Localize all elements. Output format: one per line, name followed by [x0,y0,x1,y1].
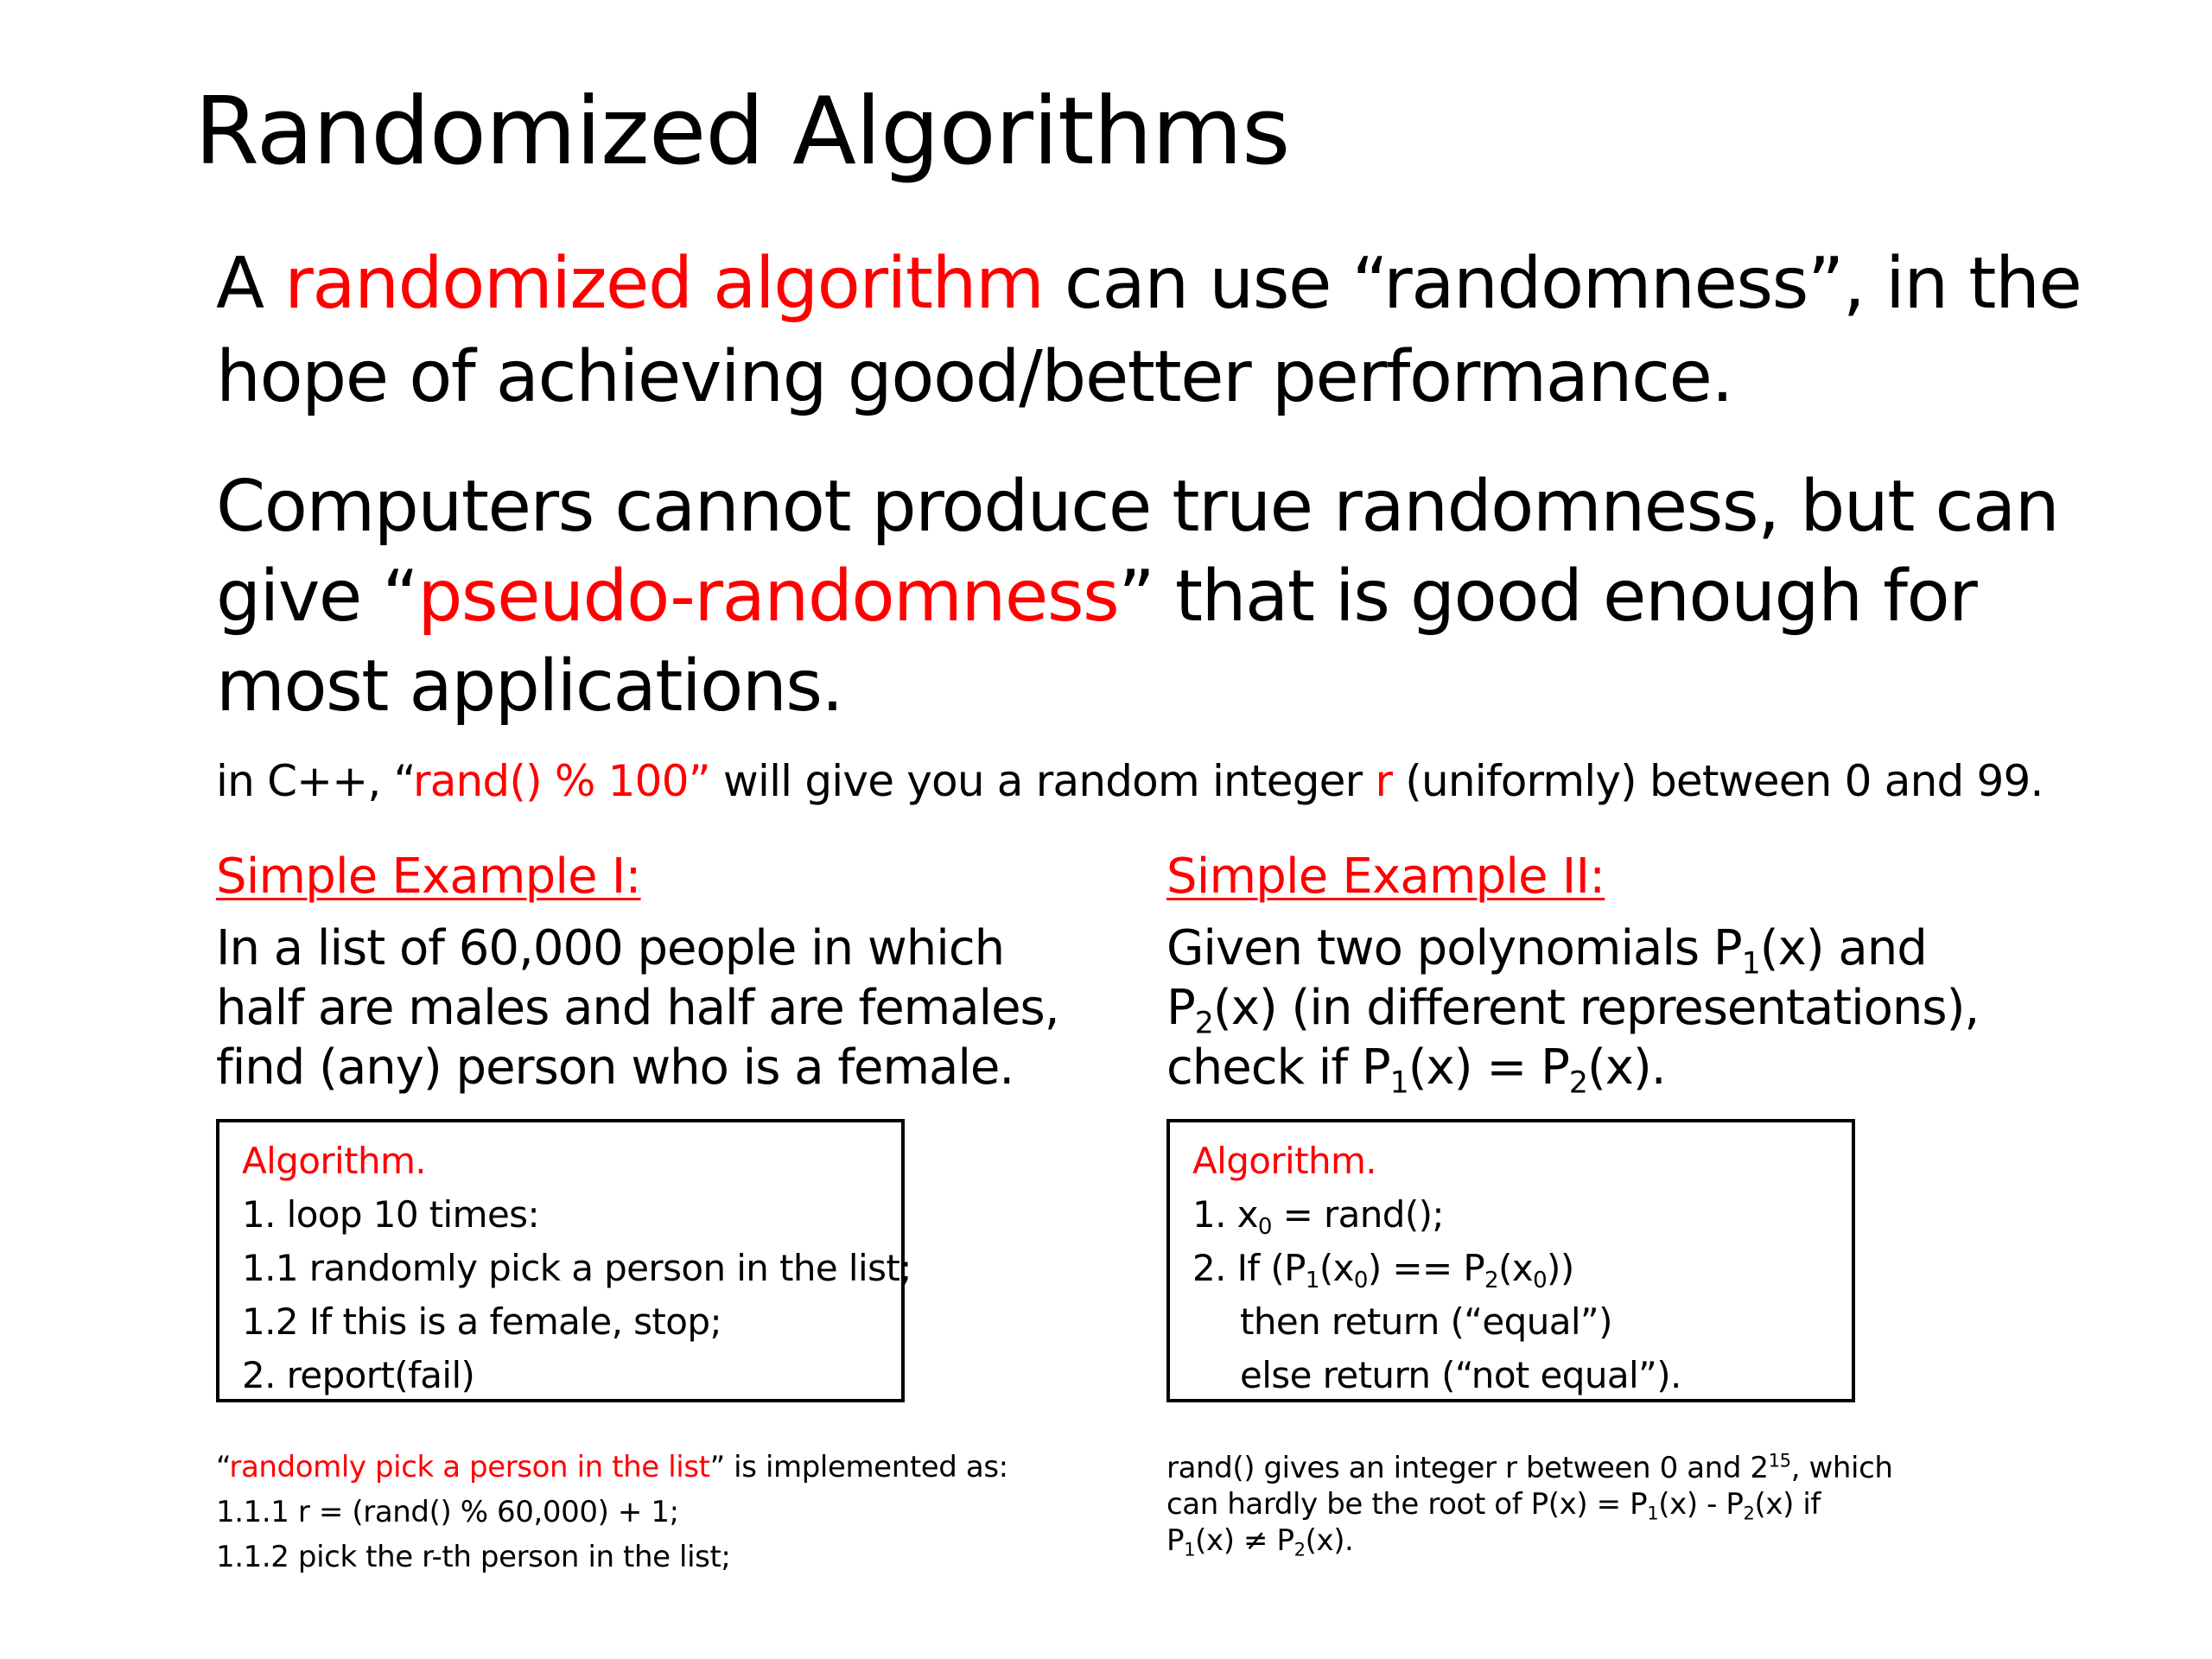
pseudo-randomness-paragraph [216,462,2082,732]
example-2-description [1166,918,1980,1101]
intro-paragraph [216,238,2082,424]
note-random-pick-term: randomly pick a person in the list [229,1450,710,1484]
pseudo-line-2-prefix: give “ [216,556,418,638]
example-1-step-1-1: 1.1 randomly pick a person in the list; [242,1247,912,1289]
randomized-algorithm-term: randomized algorithm [284,243,1044,325]
example-1-line-1: In a list of 60,000 people in which [216,920,1005,976]
example-2-heading: Simple Example II: [1166,849,1605,905]
example-2-line-2: $P_2(x)$ (in different representations), [1166,980,1980,1041]
intro-line-1 [216,238,2082,331]
note-open-quote: “ [216,1450,230,1484]
example-1-line-2: half are males and half are females, [216,980,1059,1036]
note-line-1-rest: ” is implemented as: [709,1450,1008,1484]
example-2-note-line-1: rand() gives an integer r between 0 and $2^{15}$, which [1166,1449,1893,1485]
cpp-var-r: r [1375,756,1393,806]
cpp-rand-code: rand() % 100” [412,756,710,806]
example-2-note [1166,1450,1893,1559]
cpp-prefix: in C++, “ [216,756,413,806]
example-1-algorithm-title: Algorithm. [242,1140,427,1182]
example-2-step-2: 2. If $(P_1(x_0) == P_2(x_0))$ [1192,1247,1574,1294]
page-title: Randomized Algorithms [194,78,1290,186]
example-2-note-line-3: $P_1(x) \ne P_2(x)$. [1166,1523,1354,1560]
example-2-line-3: check if $P_1(x) = P_2(x)$. [1166,1039,1666,1101]
example-1-note [216,1445,1008,1580]
cpp-rest: (uniformly) between 0 and 99. [1392,756,2044,806]
example-1-heading: Simple Example I: [216,849,641,905]
example-1-line-3: find (any) person who is a female. [216,1039,1014,1096]
example-2-step-then: then return (“equal”) [1240,1300,1612,1343]
example-1-step-2: 2. report(fail) [242,1354,475,1396]
example-2-line-1: Given two polynomials $P_1(x)$ and [1166,920,1927,982]
example-1-note-line-1 [216,1445,1008,1490]
intro-prefix: A [216,243,285,325]
cpp-middle: will give you a random integer [709,756,1376,806]
example-2-step-else: else return (“not equal”). [1240,1354,1681,1396]
example-1-note-line-3: 1.1.2 pick the r-th person in the list; [216,1540,731,1574]
example-1-algorithm-box [216,1119,912,1402]
example-1-step-1: 1. loop 10 times: [242,1193,540,1236]
example-2-algorithm-title: Algorithm. [1192,1140,1377,1182]
example-1-step-1-2: 1.2 If this is a female, stop; [242,1300,721,1343]
pseudo-line-1: Computers cannot produce true randomness, but can [216,466,2059,548]
example-2-step-1: 1. $x_0$ = rand(); [1192,1193,1444,1240]
pseudo-randomness-term: pseudo-randomness [417,556,1119,638]
intro-line-2: hope of achieving good/better performance. [216,336,1733,418]
example-1-description [216,918,1059,1097]
example-1-note-line-2: 1.1.1 r = (rand() % 60,000) + 1; [216,1495,679,1529]
pseudo-line-3: most applications. [216,645,843,728]
example-2-algorithm-box [1166,1119,1855,1402]
intro-line-1-rest: can use “randomness”, in the [1043,243,2082,325]
pseudo-line-2 [216,552,2082,642]
example-2-note-line-2: can hardly be the root of $P(x) = P_1(x) - P_2(x)$ if [1166,1487,1821,1524]
pseudo-line-2-rest: ” that is good enough for [1118,556,1977,638]
cpp-rand-line [216,753,2044,809]
